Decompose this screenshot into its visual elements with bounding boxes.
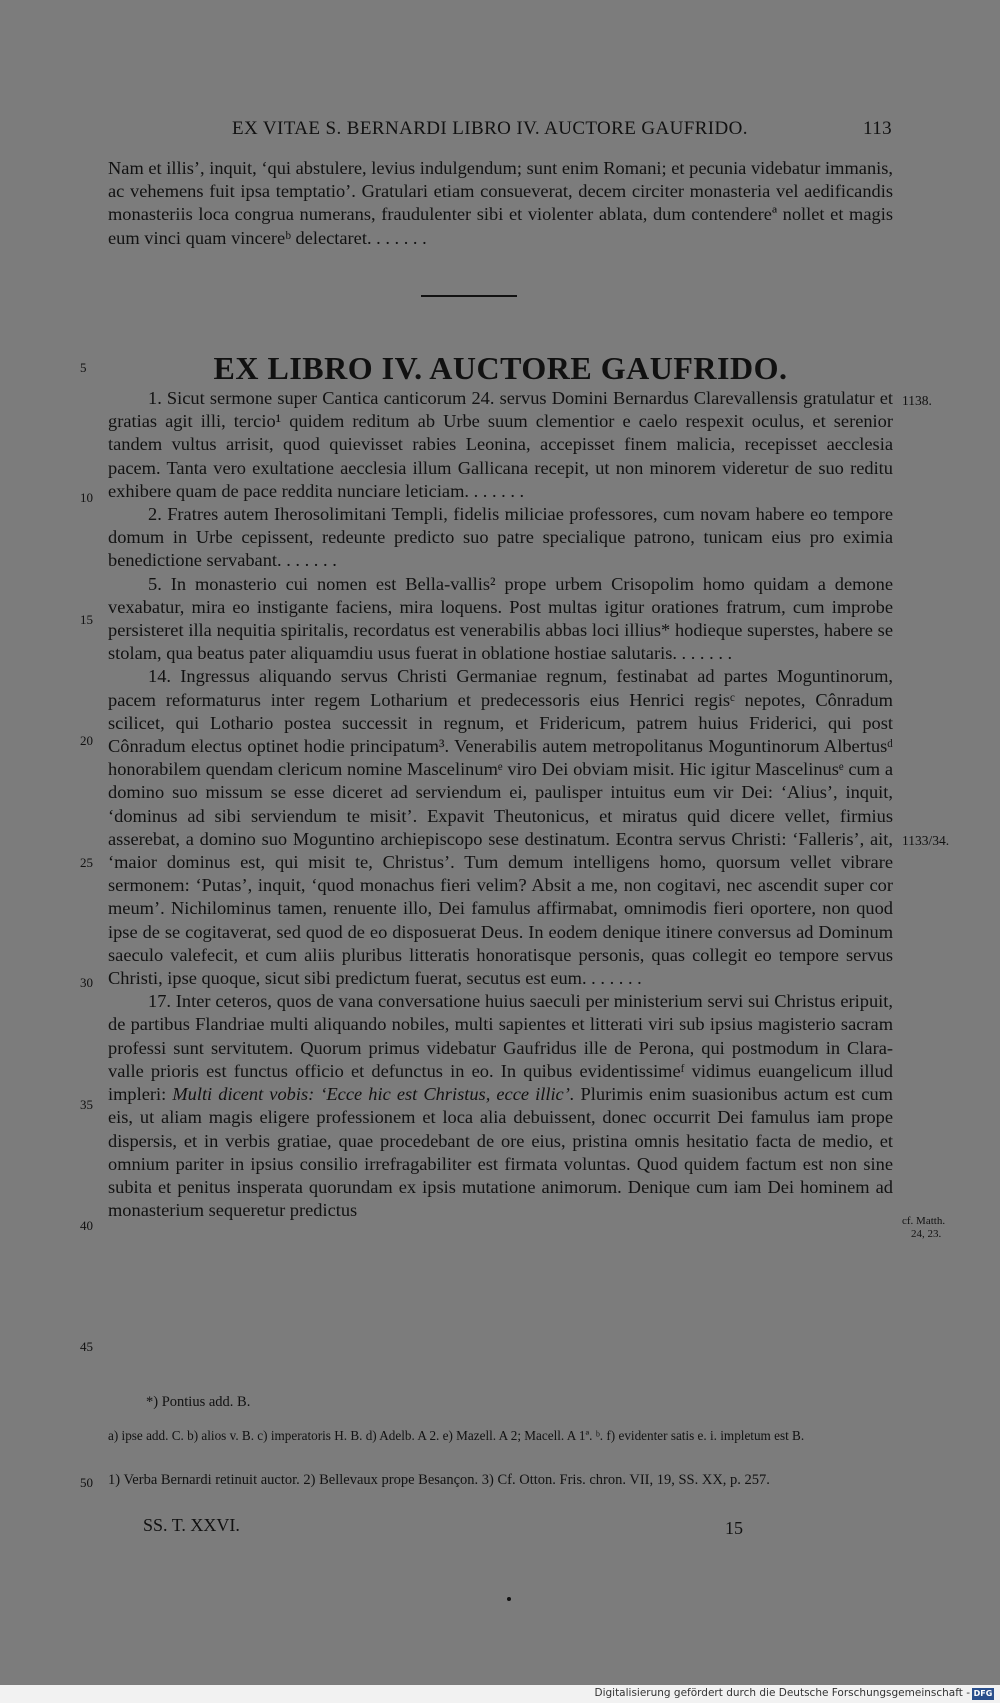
margin-year: 1138. — [902, 393, 932, 408]
signature-number: 15 — [725, 1518, 743, 1538]
decorative-dot — [507, 1597, 511, 1601]
body-text-block — [108, 387, 893, 1222]
paragraph-17-quote: Multi dicent vobis: ‘Ecce hic est Christus, ecce illic’. — [172, 1084, 575, 1105]
paragraph-14: 14. Ingressus aliquando servus Christi Germaniae regnum, festinabat ad partes Moguntinorum, pacem reformaturus inter regem Lotharium et predecessoris eius Henrici regisᶜ nepotes, Cônradum scilicet, qui Lothario postea successit in regnum, et Fridericum, patrem huius Friderici, qui post Cônradum electus optinet hodie principatum³. Venerabilis autem metropolitanus Moguntinorum Albertusᵈ honorabilem quendam clericum nomine Mascelinumᵉ viro Dei obviam misit. Hic igitur Mascelinusᵉ cum a domino suo missum se esse diceret ad serviendum ei, paulisper intuitus eum vir Dei: ‘Alius’, inquit, ‘dominus ad sibi serviendum te misit’. Expavit Theutonicus, et miratus quid dicere vellet, firmius asserebat, a domino suo Moguntino archiepiscopo sese destinatum. Econtra servus Christi: ‘Falleris’, ait, ‘maior dominus est, qui misit te, Christus’. Tum demum intelligens homo, quorsum vellet vibrare sermonem: ‘Putas’, inquit, ‘quod monachus fieri velim? Absit a me, non cogitavi, nec ascendit super cor meum’. Nichilominus tamen, renuente illo, Dei famulus affirmabat, omnimodis fieri oportere, non quod ipse de se cogitaverat, sed quod de eo disposuerat Deus. In eodem denique itinere conversus ad Dominum saeculo valefecit, et cum aliis pluribus litteratis honoratisque personis, quas collegit eo tempore servus Christi, ipse quoque, sicut sibi predictum fuerat, secutus est eum. . . . . . . — [108, 666, 893, 989]
paragraph-17-text: 17. Inter ceteros, quos de vana conversatione huius saeculi per ministerium servi sui Christus eripuit, de partibus Flandriae multi aliquando nobiles, multi sapientes et litterati viri sub ipsius magisterio sacram professi sunt servitutem. Quorum primus videbatur Gaufridus ille de Perona, qui postmodum in Clara-valle prioris est functus officio et defunctus in eo. In quibus evidentissimeᶠ vidimus euangelicum illud impleri: — [108, 991, 893, 1105]
footnote-star: *) Pontius add. B. — [146, 1394, 251, 1410]
signature-mark: SS. T. XXVI. — [143, 1515, 240, 1535]
footnotes-numbered: 1) Verba Bernardi retinuit auctor. 2) Bellevaux prope Besançon. 3) Cf. Otton. Fris. chron. VII, 19, SS. XX, p. 257. — [108, 1472, 770, 1488]
section-divider — [421, 295, 517, 297]
line-number: 10 — [80, 490, 93, 505]
line-number: 20 — [80, 733, 93, 748]
margin-citation: cf. Matth. — [902, 1215, 946, 1227]
line-number: 50 — [80, 1475, 93, 1490]
paragraph-1: 1. Sicut sermone super Cantica canticorum 24. servus Domini Bernardus Clarevallensis gratulatur et gratias agit illi, tercio¹ quidem reditum ab Urbe suum clementior e caelo respexit oculus, et serenior tandem vultus arrisit, quod quievisset rabies Leonina, accepisset finem malicia, recepisset aecclesia pacem. Tanta vero exultatione aecclesia illum Gallicana recepit, ut non minorem videretur de suo reditu exhibere quam de pace reddita nunciare leticiam. . . . . . . — [108, 388, 893, 501]
line-number: 25 — [80, 855, 93, 870]
line-number: 5 — [80, 360, 87, 375]
line-number: 45 — [80, 1339, 93, 1354]
paragraph-17-rest: Plurimis enim suasionibus actum est cum eis, ut aliam magis eligere professionem et loca alia debuissent, donec occurrit Dei famulus iam prope dispersis, et in verbis gratiae, quae procedebant de ore eius, pristina omnis hesitatio facta de medio, et omnium pariter in ipsius consilio irrefragabiliter est firmata voluntas. Quod quidem factum est non sine subita et penitus insperata quorundam ex ipsis mutatione animorum. Denique cum iam Dei hominem ad monasterium sequeretur predictus — [108, 1084, 893, 1221]
page-number: 113 — [863, 118, 892, 139]
line-number: 35 — [80, 1097, 93, 1112]
paragraph-17 — [108, 990, 893, 1222]
line-number: 15 — [80, 612, 93, 627]
intro-text-block — [108, 157, 893, 250]
dfg-logo-icon: DFG — [973, 1689, 993, 1698]
margin-citation: 24, 23. — [911, 1228, 942, 1240]
paragraph-5: 5. In monasterio cui nomen est Bella-vallis² prope urbem Crisopolim homo quidam a demone vexabatur, mira eo instigante faciens, mira loquens. Post multas igitur orationes fratrum, cum improbe persisteret illa nequitia spiritalis, recordatus est venerabilis abbas loci illius* hodieque superstes, habere se stolam, qua beatus pater aliquamdiu usus fuerat in oblatione hostiae salutaris. . . . . . . — [108, 573, 893, 664]
running-head-title: EX VITAE S. BERNARDI LIBRO IV. AUCTORE GAUFRIDO. — [232, 118, 748, 139]
line-number: 30 — [80, 975, 93, 990]
margin-year: 1133/34. — [902, 833, 950, 848]
footnotes-variants: a) ipse add. C. b) alios v. B. c) imperatoris H. B. d) Adelb. A 2. e) Mazell. A 2; Macell. A 1ª. ᵇ. f) evidenter satis e. i. impletum est B. — [108, 1428, 805, 1443]
paragraph-2: 2. Fratres autem Iherosolimitani Templi, fidelis miliciae professores, cum novam habere eo tempore domum in Urbe cepissent, redeunte predicto suo patre specialique patrono, tunicam eius pro eximia benedictione servabant. . . . . . . — [108, 504, 893, 571]
footer-text: Digitalisierung gefördert durch die Deutsche Forschungsgemeinschaft - — [594, 1687, 970, 1699]
line-number: 40 — [80, 1218, 93, 1233]
intro-paragraph: Nam et illis’, inquit, ‘qui abstulere, levius indulgendum; sunt enim Romani; et pecunia videbatur immanis, ac vehemens fuit ipsa temptatio’. Gratulari etiam consueverat, decem circiter monasteria vel aedificandis monasteriis loca congrua numerans, fraudulenter sibi et violenter ablata, dum contendereª nollet et magis eum vinci quam vincereᵇ delectaret. . . . . . . — [108, 158, 893, 248]
section-heading: EX LIBRO IV. AUCTORE GAUFRIDO. — [213, 350, 788, 386]
running-head — [232, 118, 892, 140]
